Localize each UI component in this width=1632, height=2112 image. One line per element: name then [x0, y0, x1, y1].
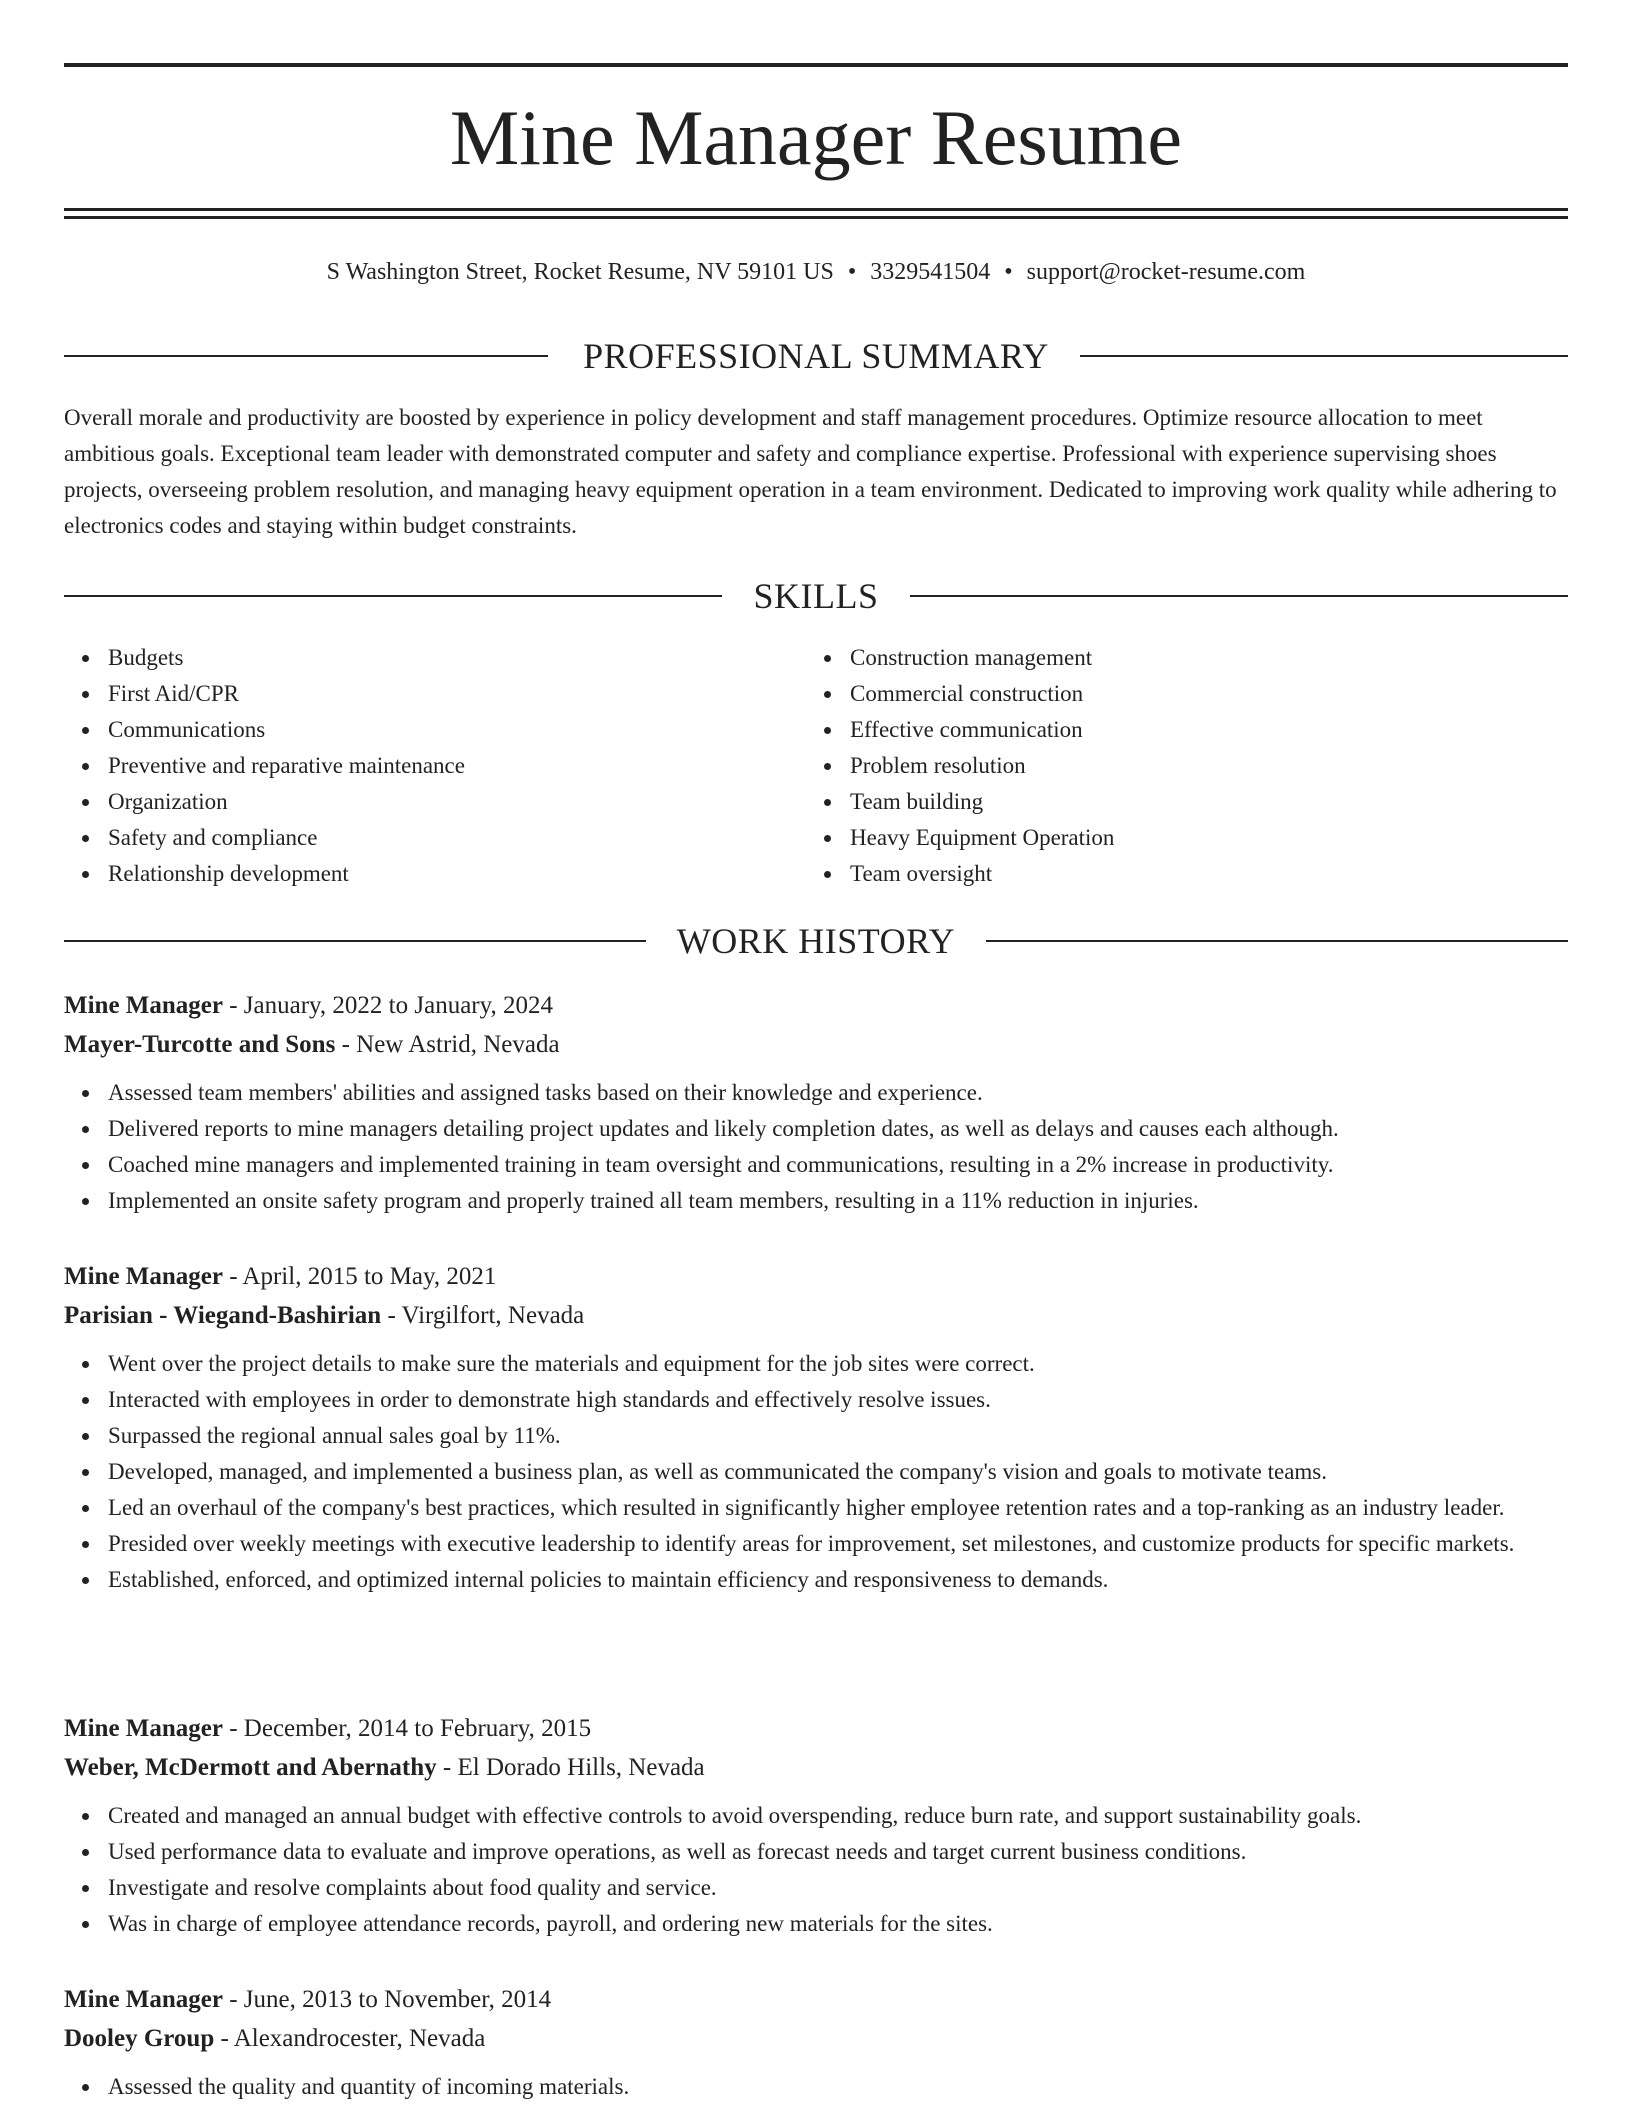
skills-heading-label: SKILLS	[753, 576, 879, 616]
job-title-line	[64, 1709, 1568, 1749]
skill-item: Commercial construction	[850, 676, 1114, 712]
skill-item: Preventive and reparative maintenance	[108, 748, 465, 784]
job-entry	[64, 1257, 1568, 1598]
summary-heading	[64, 334, 1568, 378]
job-bullet: Went over the project details to make sure the materials and equipment for the job sites were correct.	[108, 1346, 1568, 1382]
contact-phone: 3329541504	[870, 259, 991, 285]
skill-item: First Aid/CPR	[108, 676, 465, 712]
resume-title: Mine Manager Resume	[449, 94, 1183, 181]
job-role: Mine Manager	[64, 992, 223, 1019]
job-company: Parisian - Wiegand-Bashirian	[64, 1302, 382, 1329]
skills-list-left	[64, 640, 465, 892]
job-bullets	[64, 1798, 1568, 1942]
job-bullet: Created and managed an annual budget with effective controls to avoid overspending, reduce burn rate, and support sustainability goals.	[108, 1798, 1568, 1834]
job-bullet: Interacted with employees in order to demonstrate high standards and effectively resolve issues.	[108, 1382, 1568, 1418]
skill-item: Communications	[108, 712, 465, 748]
job-bullet: Developed, managed, and implemented a business plan, as well as communicated the company's vision and goals to motivate teams.	[108, 1454, 1568, 1490]
skill-item: Construction management	[850, 640, 1114, 676]
job-bullet: Used performance data to evaluate and improve operations, as well as forecast needs and target current business conditions.	[108, 1834, 1568, 1870]
job-dates: - December, 2014 to February, 2015	[222, 1715, 592, 1742]
skill-item: Budgets	[108, 640, 465, 676]
skill-item: Relationship development	[108, 856, 465, 892]
title-rule-upper	[64, 208, 1568, 211]
job-location: - Virgilfort, Nevada	[381, 1302, 585, 1329]
job-bullets	[64, 1346, 1568, 1598]
job-entry	[64, 1980, 1568, 2105]
skill-item: Safety and compliance	[108, 820, 465, 856]
job-entry	[64, 1709, 1568, 1942]
job-dates: - April, 2015 to May, 2021	[222, 1263, 497, 1290]
summary-text: Overall morale and productivity are boosted by experience in policy development and staff management procedures. Optimize resource allocation to meet ambitious goals. Exceptional team leader with demonstrated computer and safety and compliance expertise. Professional with experience supervising shoes projects, overseeing problem resolution, and managing heavy equipment operation in a team environment. Dedicated to improving work quality while adhering to electronics codes and staying within budget constraints.	[64, 405, 1557, 538]
contact-address: S Washington Street, Rocket Resume, NV 59101 US	[326, 259, 834, 285]
summary-heading-label: PROFESSIONAL SUMMARY	[583, 336, 1049, 376]
job-company: Weber, McDermott and Abernathy	[64, 1754, 437, 1781]
job-bullet: Coached mine managers and implemented training in team oversight and communications, resulting in a 2% increase in productivity.	[108, 1147, 1568, 1183]
skills-heading	[64, 574, 1568, 618]
job-company-line	[64, 2019, 1568, 2059]
contact-separator: •	[847, 259, 857, 285]
job-bullet: Led an overhaul of the company's best practices, which resulted in significantly higher employee retention rates and a top-ranking as an industry leader.	[108, 1490, 1568, 1526]
job-role: Mine Manager	[64, 1263, 223, 1290]
job-bullet: Implemented an onsite safety program and properly trained all team members, resulting in a 11% reduction in injuries.	[108, 1183, 1568, 1219]
contact-line	[64, 255, 1568, 289]
title-rule-lower	[64, 216, 1568, 219]
job-bullet: Investigate and resolve complaints about food quality and service.	[108, 1870, 1568, 1906]
job-company-line	[64, 1025, 1568, 1065]
job-bullet: Presided over weekly meetings with executive leadership to identify areas for improvement, set milestones, and customize products for specific markets.	[108, 1526, 1568, 1562]
job-location: - Alexandrocester, Nevada	[214, 2025, 486, 2052]
skill-item: Heavy Equipment Operation	[850, 820, 1114, 856]
work-heading-label: WORK HISTORY	[676, 921, 956, 961]
job-dates: - June, 2013 to November, 2014	[222, 1986, 552, 2013]
job-bullet: Surpassed the regional annual sales goal by 11%.	[108, 1418, 1568, 1454]
job-company-line	[64, 1748, 1568, 1788]
job-company-line	[64, 1296, 1568, 1336]
job-bullet: Assessed the quality and quantity of incoming materials.	[108, 2069, 1568, 2105]
job-title-line	[64, 986, 1568, 1026]
job-bullet: Assessed team members' abilities and assigned tasks based on their knowledge and experience.	[108, 1075, 1568, 1111]
contact-email: support@rocket-resume.com	[1026, 259, 1306, 285]
skill-item: Problem resolution	[850, 748, 1114, 784]
skill-item: Team oversight	[850, 856, 1114, 892]
work-heading	[64, 919, 1568, 963]
job-bullets	[64, 2069, 1568, 2105]
job-bullets	[64, 1075, 1568, 1219]
job-company: Mayer-Turcotte and Sons	[64, 1031, 336, 1058]
skill-item: Organization	[108, 784, 465, 820]
job-role: Mine Manager	[64, 1715, 223, 1742]
job-location: - El Dorado Hills, Nevada	[436, 1754, 705, 1781]
skill-item: Team building	[850, 784, 1114, 820]
job-bullet: Delivered reports to mine managers detailing project updates and likely completion dates, as well as delays and causes each although.	[108, 1111, 1568, 1147]
job-company: Dooley Group	[64, 2025, 215, 2052]
job-entry	[64, 986, 1568, 1219]
job-bullet: Was in charge of employee attendance records, payroll, and ordering new materials for the sites.	[108, 1906, 1568, 1942]
skill-item: Effective communication	[850, 712, 1114, 748]
skills-list-right	[806, 640, 1114, 892]
job-title-line	[64, 1257, 1568, 1297]
job-bullet: Established, enforced, and optimized internal policies to maintain efficiency and responsiveness to demands.	[108, 1562, 1568, 1598]
top-rule	[64, 63, 1568, 67]
job-dates: - January, 2022 to January, 2024	[222, 992, 554, 1019]
contact-separator: •	[1004, 259, 1013, 285]
job-location: - New Astrid, Nevada	[335, 1031, 560, 1058]
job-role: Mine Manager	[64, 1986, 223, 2013]
job-title-line	[64, 1980, 1568, 2020]
